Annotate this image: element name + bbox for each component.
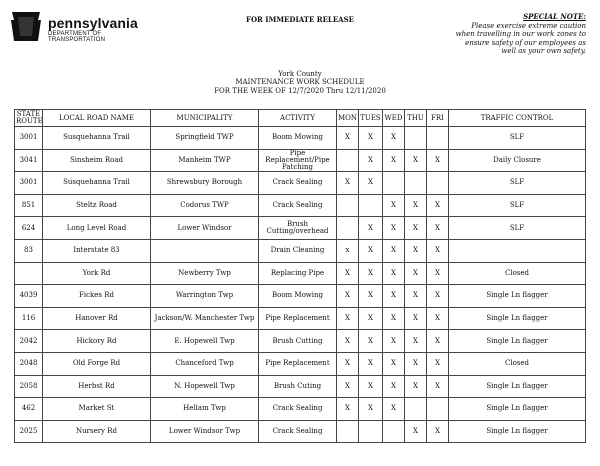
- table-row: [15, 172, 586, 195]
- cell-tues: X: [359, 262, 383, 285]
- cell-municipality: Manheim TWP: [151, 149, 259, 172]
- cell-municipality: Lower Windsor Twp: [151, 420, 259, 443]
- cell-tues: X: [359, 217, 383, 240]
- cell-fri: X: [427, 194, 449, 217]
- cell-tues: X: [359, 239, 383, 262]
- cell-fri: X: [427, 352, 449, 375]
- cell-traffic-control: [449, 239, 586, 262]
- table-row: [15, 285, 586, 308]
- cell-tues: X: [359, 149, 383, 172]
- cell-activity: Brush Cuting: [259, 375, 337, 398]
- cell-activity: Pipe Replacement: [259, 352, 337, 375]
- header-municipality: MUNICIPALITY: [151, 110, 259, 127]
- cell-municipality: Springfield TWP: [151, 127, 259, 150]
- special-note-title: SPECIAL NOTE:: [523, 12, 586, 21]
- cell-municipality: Warrington Twp: [151, 285, 259, 308]
- cell-traffic-control: Single Ln flagger: [449, 420, 586, 443]
- cell-mon: X: [337, 398, 359, 421]
- cell-mon: X: [337, 285, 359, 308]
- cell-fri: X: [427, 375, 449, 398]
- cell-wed: [383, 172, 405, 195]
- cell-state-route: 462: [15, 398, 43, 421]
- cell-local-road-name: Susquehanna Trail: [43, 127, 151, 150]
- cell-municipality: Shrewsbury Borough: [151, 172, 259, 195]
- cell-fri: X: [427, 217, 449, 240]
- cell-mon: X: [337, 330, 359, 353]
- cell-tues: X: [359, 330, 383, 353]
- header-activity: ACTIVITY: [259, 110, 337, 127]
- cell-local-road-name: Sinsheim Road: [43, 149, 151, 172]
- cell-traffic-control: SLF: [449, 217, 586, 240]
- cell-traffic-control: Single Ln flagger: [449, 307, 586, 330]
- table-row: [15, 330, 586, 353]
- cell-wed: X: [383, 239, 405, 262]
- cell-wed: X: [383, 194, 405, 217]
- table-row: [15, 398, 586, 421]
- cell-fri: X: [427, 149, 449, 172]
- special-note-line: Please exercise extreme caution: [471, 21, 586, 30]
- cell-municipality: Jackson/W. Manchester Twp: [151, 307, 259, 330]
- cell-state-route: 851: [15, 194, 43, 217]
- county-name: York County: [278, 70, 322, 78]
- cell-activity: Pipe Replacement/Pipe Patching: [259, 149, 337, 172]
- cell-thu: X: [405, 239, 427, 262]
- cell-thu: [405, 398, 427, 421]
- cell-state-route: 116: [15, 307, 43, 330]
- cell-wed: X: [383, 398, 405, 421]
- table-row: [15, 127, 586, 150]
- cell-local-road-name: Long Level Road: [43, 217, 151, 240]
- cell-thu: X: [405, 420, 427, 443]
- table-row: [15, 375, 586, 398]
- header-fri: FRI: [427, 110, 449, 127]
- cell-wed: X: [383, 330, 405, 353]
- cell-local-road-name: Interstate 83: [43, 239, 151, 262]
- cell-wed: X: [383, 285, 405, 308]
- cell-activity: Drain Cleaning: [259, 239, 337, 262]
- cell-thu: X: [405, 330, 427, 353]
- cell-municipality: Chanceford Twp: [151, 352, 259, 375]
- cell-municipality: Hellam Twp: [151, 398, 259, 421]
- cell-local-road-name: Fickes Rd: [43, 285, 151, 308]
- cell-thu: X: [405, 194, 427, 217]
- cell-tues: X: [359, 172, 383, 195]
- cell-wed: X: [383, 149, 405, 172]
- schedule-week: FOR THE WEEK OF 12/7/2020 Thru 12/11/2020: [214, 86, 386, 95]
- table-row: [15, 194, 586, 217]
- table-row: [15, 149, 586, 172]
- cell-thu: X: [405, 149, 427, 172]
- table-body: [15, 127, 586, 443]
- cell-thu: X: [405, 217, 427, 240]
- cell-mon: X: [337, 307, 359, 330]
- cell-state-route: [15, 262, 43, 285]
- cell-municipality: N. Hopewell Twp: [151, 375, 259, 398]
- cell-local-road-name: Market St: [43, 398, 151, 421]
- cell-fri: [427, 398, 449, 421]
- penndot-logo: [8, 8, 158, 48]
- cell-mon: X: [337, 375, 359, 398]
- cell-activity: Crack Sealing: [259, 194, 337, 217]
- schedule-title: MAINTENANCE WORK SCHEDULE: [235, 78, 365, 87]
- cell-traffic-control: SLF: [449, 194, 586, 217]
- table-row: [15, 352, 586, 375]
- cell-traffic-control: Single Ln flagger: [449, 398, 586, 421]
- cell-thu: X: [405, 352, 427, 375]
- cell-fri: X: [427, 330, 449, 353]
- cell-mon: X: [337, 172, 359, 195]
- special-note-line: well as your own safety.: [501, 47, 586, 56]
- cell-wed: X: [383, 262, 405, 285]
- cell-tues: X: [359, 398, 383, 421]
- cell-activity: Boom Mowing: [259, 285, 337, 308]
- cell-traffic-control: Closed: [449, 352, 586, 375]
- cell-mon: x: [337, 239, 359, 262]
- cell-state-route: 624: [15, 217, 43, 240]
- cell-wed: X: [383, 307, 405, 330]
- cell-fri: X: [427, 420, 449, 443]
- table-row: [15, 307, 586, 330]
- cell-state-route: 4039: [15, 285, 43, 308]
- cell-mon: [337, 194, 359, 217]
- cell-fri: [427, 127, 449, 150]
- cell-activity: Replacing Pipe: [259, 262, 337, 285]
- cell-thu: [405, 172, 427, 195]
- special-note-line: when travelling in our work zones to: [455, 30, 586, 39]
- cell-state-route: 2048: [15, 352, 43, 375]
- cell-municipality: Newberry Twp: [151, 262, 259, 285]
- cell-mon: [337, 420, 359, 443]
- cell-tues: X: [359, 307, 383, 330]
- cell-thu: X: [405, 375, 427, 398]
- cell-activity: Brush Cutting/overhead: [259, 217, 337, 240]
- cell-wed: [383, 420, 405, 443]
- header-thu: THU: [405, 110, 427, 127]
- cell-fri: [427, 172, 449, 195]
- cell-activity: Brush Cutting: [259, 330, 337, 353]
- header-mon: MON: [337, 110, 359, 127]
- cell-traffic-control: Closed: [449, 262, 586, 285]
- logo-name: pennsylvania: [48, 15, 138, 31]
- cell-mon: [337, 217, 359, 240]
- table-header-row: [15, 110, 586, 127]
- cell-fri: X: [427, 285, 449, 308]
- cell-tues: X: [359, 352, 383, 375]
- cell-traffic-control: SLF: [449, 172, 586, 195]
- cell-local-road-name: Hanover Rd: [43, 307, 151, 330]
- release-label: FOR IMMEDIATE RELEASE: [245, 15, 355, 24]
- cell-state-route: 3041: [15, 149, 43, 172]
- cell-traffic-control: SLF: [449, 127, 586, 150]
- cell-tues: [359, 194, 383, 217]
- table-row: [15, 239, 586, 262]
- cell-tues: [359, 420, 383, 443]
- cell-state-route: 3001: [15, 172, 43, 195]
- header-wed: WED: [383, 110, 405, 127]
- cell-local-road-name: Old Forge Rd: [43, 352, 151, 375]
- work-schedule-table: [14, 109, 586, 443]
- cell-activity: Crack Sealing: [259, 172, 337, 195]
- cell-wed: X: [383, 375, 405, 398]
- header-tues: TUES: [359, 110, 383, 127]
- cell-activity: Crack Sealing: [259, 420, 337, 443]
- special-note: [416, 13, 586, 56]
- cell-local-road-name: Herbst Rd: [43, 375, 151, 398]
- cell-wed: X: [383, 352, 405, 375]
- logo-department: DEPARTMENT OF TRANSPORTATION: [48, 31, 106, 43]
- keystone-icon: [8, 8, 44, 44]
- cell-activity: Crack Sealing: [259, 398, 337, 421]
- cell-thu: X: [405, 262, 427, 285]
- cell-traffic-control: Single Ln flagger: [449, 285, 586, 308]
- cell-mon: [337, 149, 359, 172]
- cell-fri: X: [427, 307, 449, 330]
- cell-wed: X: [383, 217, 405, 240]
- cell-local-road-name: Steltz Road: [43, 194, 151, 217]
- schedule-heading: [0, 70, 600, 95]
- table-row: [15, 262, 586, 285]
- cell-tues: X: [359, 127, 383, 150]
- table-row: [15, 217, 586, 240]
- header-state-route: STATE ROUTE: [16, 110, 43, 125]
- cell-traffic-control: Single Ln flagger: [449, 375, 586, 398]
- header-local-road-name: LOCAL ROAD NAME: [43, 110, 151, 127]
- cell-mon: X: [337, 127, 359, 150]
- cell-municipality: Codorus TWP: [151, 194, 259, 217]
- cell-thu: [405, 127, 427, 150]
- cell-local-road-name: Susquehanna Trail: [43, 172, 151, 195]
- cell-state-route: 2042: [15, 330, 43, 353]
- cell-thu: X: [405, 285, 427, 308]
- cell-municipality: Lower Windsor: [151, 217, 259, 240]
- cell-local-road-name: Hickory Rd: [43, 330, 151, 353]
- cell-activity: Boom Mowing: [259, 127, 337, 150]
- table-row: [15, 420, 586, 443]
- cell-state-route: 83: [15, 239, 43, 262]
- header-traffic-control: TRAFFIC CONTROL: [449, 110, 586, 127]
- cell-wed: X: [383, 127, 405, 150]
- cell-activity: Pipe Replacement: [259, 307, 337, 330]
- cell-local-road-name: Nursery Rd: [43, 420, 151, 443]
- cell-tues: X: [359, 285, 383, 308]
- cell-mon: X: [337, 352, 359, 375]
- cell-tues: X: [359, 375, 383, 398]
- cell-municipality: E. Hopewell Twp: [151, 330, 259, 353]
- cell-fri: X: [427, 239, 449, 262]
- cell-thu: X: [405, 307, 427, 330]
- cell-local-road-name: York Rd: [43, 262, 151, 285]
- cell-traffic-control: Daily Closure: [449, 149, 586, 172]
- cell-traffic-control: Single Ln flagger: [449, 330, 586, 353]
- cell-fri: X: [427, 262, 449, 285]
- cell-state-route: 2025: [15, 420, 43, 443]
- cell-mon: X: [337, 262, 359, 285]
- cell-municipality: [151, 239, 259, 262]
- cell-state-route: 2058: [15, 375, 43, 398]
- special-note-line: ensure safety of our employees as: [465, 38, 586, 47]
- cell-state-route: 3001: [15, 127, 43, 150]
